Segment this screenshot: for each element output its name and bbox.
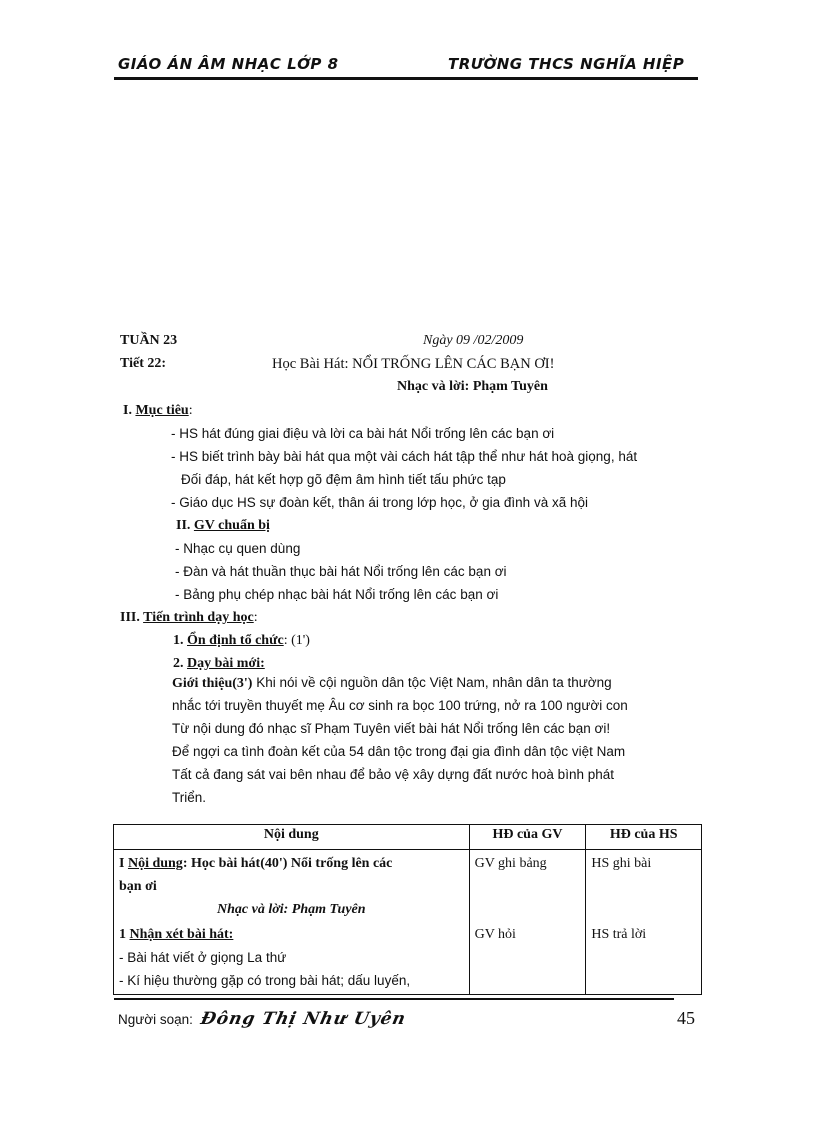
- table-header-row: [114, 825, 702, 850]
- section2-item: - Nhạc cụ quen dùng: [175, 541, 301, 556]
- lesson-table: [113, 824, 702, 995]
- content-text-2: bạn ơi: [119, 879, 157, 894]
- section1-colon: :: [188, 403, 193, 418]
- step2-number: 2.: [173, 656, 184, 671]
- intro-line: Tất cả đang sát vai bên nhau để bảo vệ xây dựng đất nước hoà bình phát: [172, 767, 614, 782]
- content-author: Nhạc và lời: Phạm Tuyên: [217, 902, 366, 917]
- section3-colon: :: [253, 610, 258, 625]
- step1-title: Ổn định tổ chức: [187, 633, 284, 648]
- header-rule: [114, 77, 698, 80]
- author-label: Nhạc và lời:: [397, 379, 470, 394]
- section3-title: Tiến trình dạy học: [143, 610, 254, 625]
- section1-title: Mục tiêu: [135, 403, 189, 418]
- section1-item: - HS hát đúng giai điệu và lời ca bài hát Nổi trống lên các bạn ơi: [171, 426, 555, 441]
- student-activity: HS ghi bài: [591, 856, 652, 871]
- header-left: GIÁO ÁN ÂM NHẠC LỚP 8: [118, 55, 339, 73]
- review-item: - Kí hiệu thường gặp có trong bài hát; dấu luyến,: [119, 973, 411, 988]
- student-cell: [586, 850, 702, 995]
- intro-line: Từ nội dung đó nhạc sĩ Phạm Tuyên viết bài hát Nổi trống lên các bạn ơi!: [172, 721, 611, 736]
- col-header-content: Nội dung: [114, 825, 470, 850]
- section2-title: GV chuẩn bị: [193, 518, 270, 533]
- teacher-activity: GV hỏi: [474, 927, 516, 942]
- section1-number: I.: [123, 403, 132, 418]
- content-text: : Học bài hát(40') Nổi trống lên các: [182, 856, 393, 871]
- section2-number: II.: [176, 518, 191, 533]
- section2-item: - Bảng phụ chép nhạc bài hát Nổi trống lên các bạn ơi: [175, 587, 499, 602]
- teacher-activity: GV ghi bảng: [474, 856, 547, 871]
- footer-rule: [114, 998, 674, 1000]
- review-item: - Bài hát viết ở giọng La thứ: [119, 950, 287, 965]
- date-label: Ngày 09 /02/2009: [423, 333, 524, 348]
- section1-item: - Giáo dục HS sự đoàn kết, thân ái trong lớp học, ở gia đình và xã hội: [171, 495, 588, 510]
- lesson-number: Tiết 22:: [120, 356, 167, 371]
- footer-label: Người soạn:: [118, 1012, 193, 1027]
- content-cell: [114, 850, 470, 995]
- col-header-teacher: HĐ của GV: [469, 825, 586, 850]
- signature: Đông Thị Như Uyên: [198, 1009, 408, 1029]
- content-prefix: I: [119, 856, 125, 871]
- section1-item: - HS biết trình bày bài hát qua một vài cách hát tập thể như hát hoà giọng, hát: [171, 449, 638, 464]
- intro-text: Khi nói về cội nguồn dân tộc Việt Nam, nhân dân ta thường: [256, 675, 612, 690]
- intro-line: nhắc tới truyền thuyết mẹ Âu cơ sinh ra bọc 100 trứng, nở ra 100 người con: [172, 698, 628, 713]
- header-right: TRƯỜNG THCS NGHĨA HIỆP: [448, 55, 685, 73]
- page-number: 45: [677, 1008, 695, 1028]
- step1-number: 1.: [173, 633, 184, 648]
- teacher-cell: [469, 850, 586, 995]
- author-line: [397, 379, 548, 395]
- section1-heading: [123, 403, 193, 419]
- section3-number: III.: [120, 610, 140, 625]
- step1: [173, 633, 310, 649]
- step2-title: Dạy bài mới:: [187, 656, 265, 671]
- week-label: TUẦN 23: [120, 333, 178, 348]
- section1-item: Đối đáp, hát kết hợp gõ đệm âm hình tiết tấu phức tạp: [181, 472, 506, 487]
- col-header-student: HĐ của HS: [586, 825, 702, 850]
- table-row: [114, 850, 702, 995]
- intro-label: Giới thiệu(3'): [172, 676, 253, 691]
- review-prefix: 1: [119, 927, 126, 942]
- author-name: Phạm Tuyên: [472, 379, 548, 394]
- intro-line: Triển.: [172, 790, 207, 805]
- lesson-title: Học Bài Hát: NỔI TRỐNG LÊN CÁC BẠN ƠI!: [272, 356, 555, 372]
- step1-time: : (1'): [283, 633, 310, 648]
- content-label: Nội dung: [127, 856, 183, 871]
- content-heading: [119, 852, 464, 875]
- student-activity: HS trả lời: [591, 927, 647, 942]
- section3-heading: [120, 610, 258, 626]
- section2-heading: [176, 518, 270, 534]
- intro-line: Để ngợi ca tình đoàn kết của 54 dân tộc trong đại gia đình dân tộc việt Nam: [172, 744, 626, 759]
- section2-item: - Đàn và hát thuần thục bài hát Nổi trống lên các bạn ơi: [175, 564, 507, 579]
- review-label: Nhận xét bài hát:: [129, 927, 234, 942]
- review-heading: [119, 923, 464, 946]
- intro-line-first: [172, 675, 612, 692]
- step2: [173, 656, 265, 672]
